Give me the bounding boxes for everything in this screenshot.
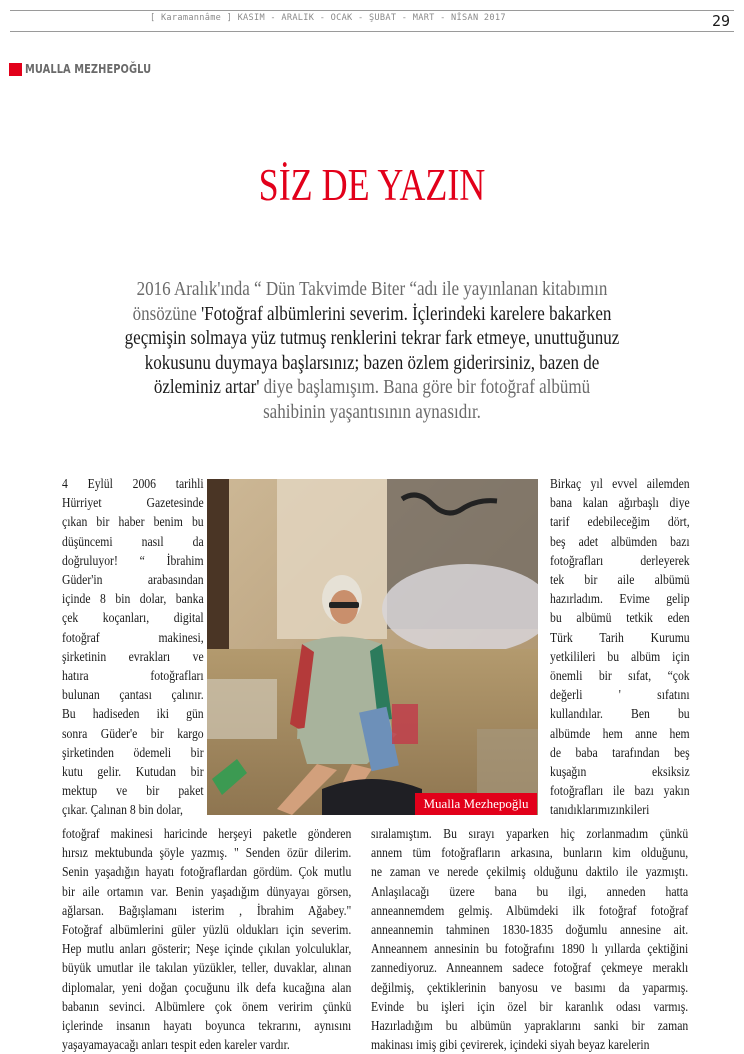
text-line: beş adet albümden bazı xyxy=(550,533,690,549)
intro-line xyxy=(113,277,631,302)
text-line: ne zaman ve nerede çekilmiş olduğunu daktilo ile yazmıştı. xyxy=(371,864,689,880)
text-line: tarif edebileceğim dört, xyxy=(550,514,690,530)
red-square-icon xyxy=(9,63,22,76)
body-column-right xyxy=(550,474,690,820)
text-line: önemli bir sıfat, “çok xyxy=(550,668,690,684)
author-tag xyxy=(9,61,179,77)
text-line: yetkilileri bu albüm için xyxy=(550,648,690,664)
text-line: şirketinden ödemeli bir xyxy=(62,744,204,760)
text-line: Hazırladığım bu albümün yapraklarını sanki bir zaman xyxy=(371,1018,689,1034)
text-line: hırsız mektubunda şöyle yazmış. " Senden özür dilerim. xyxy=(62,845,352,861)
text-line: Senin yaşadığın hayatı fotoğraflardan gördüm. Çok mutlu xyxy=(62,864,352,880)
text-line: Anlaşılacağı üzere bana bu ilgi, anneden hatta xyxy=(371,883,689,899)
header-rule-top xyxy=(10,10,734,11)
photo-illustration xyxy=(207,479,538,815)
text-line: albümde hem anne hem xyxy=(550,725,690,741)
intro-line xyxy=(113,326,631,351)
text-line: annem tüm fotoğrafların arkasına, bunların kim olduğunu, xyxy=(371,845,689,861)
text-line: değerli ' sıfatını xyxy=(550,687,690,703)
text-line: doğruluyor! “ İbrahim xyxy=(62,552,204,568)
text-line: sonra Güder'e bir kargo xyxy=(62,725,204,741)
text-line: bu albümü tetkik eden xyxy=(550,610,690,626)
header-rule-bottom xyxy=(10,31,734,32)
text-line: zannediyoruz. Anneannem sadece fotoğraf çekmeye meraklı xyxy=(371,960,689,976)
text-line: çek koçanları, digital xyxy=(62,610,204,626)
text-line: mektup ve bir paket xyxy=(62,783,204,799)
text-line: fotoğraf makinesi, xyxy=(62,629,204,645)
text-line: hatıra fotoğrafları xyxy=(62,668,204,684)
text-line: içlerinde insanın hayatı boyunca tekrarını, aynısını xyxy=(62,1018,352,1034)
text-line: kullandılar. Ben bu xyxy=(550,706,690,722)
text-line: fotoğrafları ile bazı yakın xyxy=(550,783,690,799)
intro-text: 2016 Aralık'ında “ Dün Takvimde Biter “adı ile yayınlanan kitabımın xyxy=(136,278,608,300)
intro-text: sahibinin yaşantısının aynasıdır. xyxy=(263,400,481,423)
text-line: fotoğraf makinesi haricinde herşeyi paketle gönderen xyxy=(62,826,352,841)
text-line: babanın sevinci. Albümlere çok önem veririm çünkü xyxy=(62,998,352,1014)
intro-line xyxy=(113,351,631,376)
text-line: şirketinin evrakları ve xyxy=(62,648,204,664)
text-line: bulunan çantası çalınır. xyxy=(62,687,204,703)
intro-line xyxy=(113,400,631,425)
article-title: SİZ DE YAZIN xyxy=(258,160,486,210)
text-line: Birkaç yıl evvel ailemden xyxy=(550,476,690,491)
author-name: MUALLA MEZHEPOĞLU xyxy=(25,62,152,76)
text-line: fotoğrafları derleyerek xyxy=(550,552,690,568)
text-line: Türk Tarih Kurumu xyxy=(550,629,690,645)
text-line: anneannemin tahminen 1830-1835 doğumlu annesine ait. xyxy=(371,922,689,938)
text-line: Anneannem annesinin bu fotoğrafını 1890 lı yıllarda çektiğini xyxy=(371,941,689,957)
photo-door xyxy=(207,479,229,649)
intro-quote: 'Fotoğraf albümlerini severim. İçlerindeki karelere bakarken xyxy=(201,302,612,325)
text-line: değilmiş, çektiklerinin banyosu ve basımı da yaparmış. xyxy=(371,979,689,995)
text-line: Fotoğraf albümlerini güler yüzlü oldukları için severim. xyxy=(62,922,352,938)
text-line: içinde 8 bin dolar, banka xyxy=(62,591,204,607)
text-line: Bu hadiseden iki gün xyxy=(62,706,204,722)
text-line: bir aile ortamın var. Benin yaşadığım dünyayaı görsen, xyxy=(62,883,352,899)
text-line: de baba tarafından beş xyxy=(550,744,690,760)
text-line: bana kalan ağırbaşlı diye xyxy=(550,495,690,511)
article-photo xyxy=(207,479,538,815)
text-line: tek bir aile albümü xyxy=(550,572,690,588)
body-column-left xyxy=(62,474,204,820)
page-number: 29 xyxy=(711,12,730,30)
text-line: çıkan bir haber benim bu xyxy=(62,514,204,530)
text-line: hazırladım. Evime gelip xyxy=(550,591,690,607)
text-line: Evinde bu işleri için özel bir karanlık odası varmış. xyxy=(371,998,689,1014)
text-line: tanıdıklarımızınkileri xyxy=(550,802,650,818)
text-line: anneannemdem gelmiş. Albümdeki ilk fotoğraf fotoğraf xyxy=(371,902,689,918)
photo-caption: Mualla Mezhepoğlu xyxy=(415,793,537,815)
text-line: Hürriyet Gazetesinde xyxy=(62,495,204,511)
intro-text: önsözüne xyxy=(132,302,202,325)
text-line: yaşayamayacağı anları tespit eden kareler vardır. xyxy=(62,1037,290,1053)
intro-line xyxy=(113,302,631,327)
text-line: kutu gelir. Kutudan bir xyxy=(62,764,204,780)
text-line: düşüncemi nasıl da xyxy=(62,533,204,549)
intro-text: diye başlamışım. Bana göre bir fotoğraf albümü xyxy=(259,376,591,399)
text-line: kuşağın eksiksiz xyxy=(550,764,690,780)
text-line: büyük umutlar ile takılan yüzükler, teller, duvaklar, alınan xyxy=(62,960,352,976)
body-column-bottom-right xyxy=(371,824,689,1054)
intro-line xyxy=(113,375,631,400)
text-line: Güder'in arabasından xyxy=(62,572,204,588)
text-line: Hep mutlu anları gösterir; Neşe içinde çıkılan yolculuklar, xyxy=(62,941,352,957)
text-line: çıkar. Çalınan 8 bin dolar, xyxy=(62,802,183,818)
intro-quote: özleminiz artar' xyxy=(153,376,260,399)
intro-paragraph xyxy=(60,277,684,425)
text-line: sıralamıştım. Bu sırayı yaparken hiç zorlanmadım çünkü xyxy=(371,826,689,841)
text-line: diplomalar, yeni doğan çocuğunu ilk defa kucağına alan xyxy=(62,979,352,995)
text-line: ağlarsan. Bağışlamanı isterim , İbrahim Ağabey." xyxy=(62,902,352,918)
intro-quote: geçmişin solmaya yüz tutmuş renklerini tekrar fark etmeye, unuttuğunuz xyxy=(124,327,620,350)
text-line: makinası imiş gibi çevirerek, içindeki siyah beyaz karelerin xyxy=(371,1037,650,1053)
text-line: 4 Eylül 2006 tarihli xyxy=(62,476,204,491)
running-head: [ Karamannâme ] KASIM - ARALIK - OCAK - ŞUBAT - MART - NİSAN 2017 xyxy=(150,13,506,23)
intro-quote: kokusunu duymaya başlarsınız; bazen özlem giderirsiniz, bazen de xyxy=(144,351,600,374)
body-column-bottom-left xyxy=(62,824,352,1054)
